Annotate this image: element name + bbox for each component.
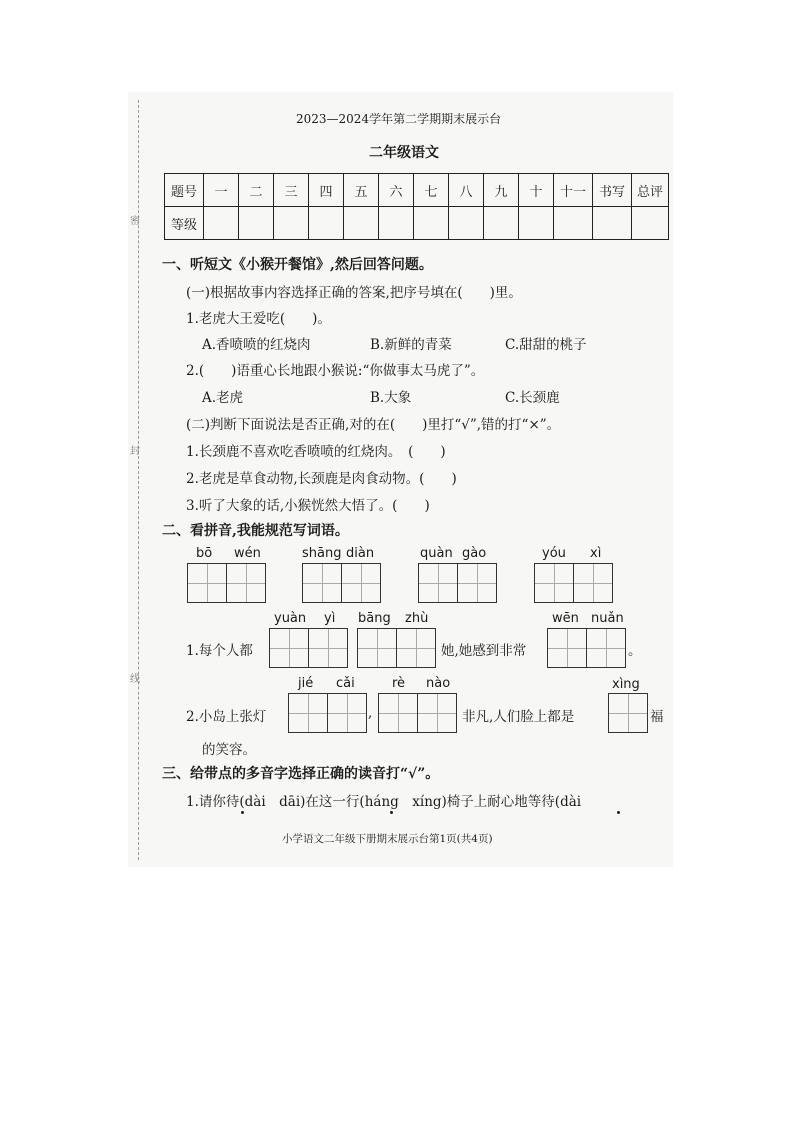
score-cell: 七 [414,174,449,207]
pinyin: nuǎn [591,611,624,626]
pinyin: yuàn [274,611,307,626]
q1-option-a: A.香喷喷的红烧肉 [202,337,311,353]
sentence1-end: 。 [628,643,642,659]
writing-grid[interactable] [547,628,626,668]
grade-input-cell[interactable] [344,207,379,240]
writing-grid[interactable] [269,628,348,668]
q1-stem: 1.老虎大王爱吃( )。 [186,311,331,327]
grade-input-cell[interactable] [239,207,274,240]
writing-grid[interactable] [302,563,381,603]
grade-input-cell[interactable] [204,207,239,240]
part2-instruction: (二)判断下面说法是否正确,对的在( )里打“√”,错的打“×”。 [186,417,561,433]
score-cell: 二 [239,174,274,207]
section3-heading: 三、给带点的多音字选择正确的读音打“√”。 [162,766,440,782]
pinyin: cǎi [336,676,355,691]
pinyin: yóu [542,546,566,561]
judge-item-2: 2.老虎是草食动物,长颈鹿是肉食动物。( ) [186,471,457,487]
writing-grid[interactable] [608,693,648,733]
writing-grid[interactable] [378,693,457,733]
q2-option-a: A.老虎 [202,390,244,406]
grade-input-cell[interactable] [554,207,593,240]
score-row-header [165,174,669,207]
pinyin: rè [392,676,406,691]
q2-option-c: C.长颈鹿 [505,390,560,406]
score-cell: 十 [519,174,554,207]
part1-instruction: (一)根据故事内容选择正确的答案,把序号填在( )里。 [186,285,522,301]
section2-heading: 二、看拼音,我能规范写词语。 [162,523,349,539]
emphasis-dot [241,811,244,814]
subject-title: 二年级语文 [369,145,439,161]
pinyin: yì [324,611,336,626]
score-cell: 四 [309,174,344,207]
grade-input-cell[interactable] [632,207,669,240]
score-cell: 六 [379,174,414,207]
pinyin: bāng [358,611,391,626]
exam-title: 2023—2024学年第二学期期末展示台 [296,112,502,126]
q1-option-c: C.甜甜的桃子 [505,337,587,353]
seal-char-xian: 线 [130,674,140,685]
pinyin: gào [462,546,487,561]
grade-input-cell[interactable] [379,207,414,240]
pinyin: bō [196,546,213,561]
pinyin: shāng [302,546,342,561]
score-cell: 总评 [632,174,669,207]
score-cell: 八 [449,174,484,207]
grade-input-cell[interactable] [414,207,449,240]
score-cell: 九 [484,174,519,207]
score-cell: 五 [344,174,379,207]
score-cell: 三 [274,174,309,207]
pinyin: quàn [420,546,453,561]
sentence2-comma: , [368,705,373,721]
pinyin: zhù [405,611,429,626]
section1-heading: 一、听短文《小猴开餐馆》,然后回答问题。 [162,257,433,273]
judge-item-1: 1.长颈鹿不喜欢吃香喷喷的红烧肉。 ( ) [186,444,446,460]
q1-option-b: B.新鲜的青菜 [370,337,452,353]
page-footer: 小学语文二年级下册期末展示台第1页(共4页) [282,833,493,845]
q2-stem: 2.( )语重心长地跟小猴说:“你做事太马虎了”。 [186,363,485,379]
grade-input-cell[interactable] [519,207,554,240]
grade-input-cell[interactable] [274,207,309,240]
sentence1-mid: 她,她感到非常 [441,643,527,659]
score-row-grade [165,207,669,240]
pinyin: wēn [552,611,579,626]
sentence2-start: 2.小岛上张灯 [186,709,267,725]
seal-char-feng: 封 [130,446,140,457]
grade-input-cell[interactable] [449,207,484,240]
score-cell: 一 [204,174,239,207]
sentence2-end: 福 [650,709,664,725]
writing-grid[interactable] [357,628,436,668]
score-table [164,173,669,240]
pinyin: nào [426,676,451,691]
writing-grid[interactable] [534,563,613,603]
q2-option-b: B.大象 [370,390,412,406]
sentence1-start: 1.每个人都 [186,643,253,659]
grade-input-cell[interactable] [593,207,632,240]
pinyin: diàn [346,546,375,561]
emphasis-dot [390,811,393,814]
grade-input-cell[interactable] [484,207,519,240]
pinyin: jié [298,676,314,691]
polyphone-q1: 1.请你待(dài dāi)在这一行(háng xíng)椅子上耐心地等待(dài [186,794,582,810]
score-cell: 等级 [165,207,204,240]
sentence2-line2: 的笑容。 [202,742,256,758]
score-cell: 题号 [165,174,204,207]
writing-grid[interactable] [418,563,497,603]
sentence2-mid: 非凡,人们脸上都是 [462,709,575,725]
pinyin: xìng [612,677,640,692]
pinyin: wén [234,546,261,561]
judge-item-3: 3.听了大象的话,小猴恍然大悟了。( ) [186,498,430,514]
emphasis-dot [617,811,620,814]
writing-grid[interactable] [187,563,266,603]
writing-grid[interactable] [288,693,367,733]
grade-input-cell[interactable] [309,207,344,240]
seal-char-mi: 密 [130,216,140,227]
pinyin: xì [590,546,602,561]
score-cell: 书写 [593,174,632,207]
score-cell: 十一 [554,174,593,207]
